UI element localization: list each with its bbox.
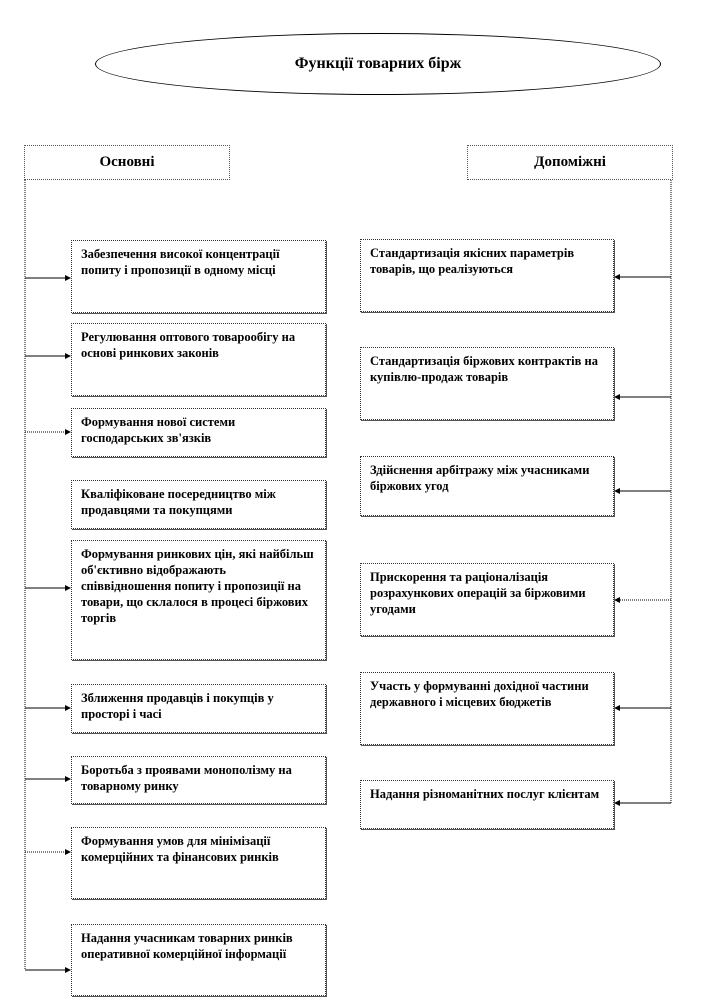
right-arrows [615, 277, 671, 803]
left-arrows [25, 278, 70, 970]
main-function-box: Формування ринкових цін, які найбільш об'єктивно відображають співвідношення попиту і пропозиції на товари, що склалося в процесі біржових торгів [71, 540, 326, 660]
main-function-box: Формування умов для мінімізації комерційних та фінансових ринків [71, 827, 326, 899]
main-function-box: Надання учасникам товарних ринків оперативної комерційної інформації [71, 924, 326, 996]
auxiliary-functions-header: Допоміжні [467, 145, 673, 180]
main-function-box: Боротьба з проявами монополізму на товарному ринку [71, 756, 326, 804]
main-function-box: Забезпечення високої концентрації попиту і пропозиції в одному місці [71, 240, 326, 313]
diagram-title: Функції товарних бірж [95, 33, 661, 95]
auxiliary-function-box: Участь у формуванні дохідної частини державного і місцевих бюджетів [360, 672, 614, 745]
main-function-box: Кваліфіковане посередництво між продавцями та покупцями [71, 480, 326, 529]
main-function-box: Зближення продавців і покупців у просторі і часі [71, 684, 326, 733]
auxiliary-function-box: Надання різноманітних послуг клієнтам [360, 780, 614, 829]
auxiliary-function-box: Стандартизація біржових контрактів на купівлю-продаж товарів [360, 347, 614, 420]
main-functions-header: Основні [24, 145, 230, 180]
main-function-box: Формування нової системи господарських зв'язків [71, 408, 326, 457]
auxiliary-function-box: Здійснення арбітражу між учасниками біржових угод [360, 456, 614, 516]
auxiliary-function-box: Прискорення та раціоналізація розрахункових операцій за біржовими угодами [360, 563, 614, 636]
auxiliary-function-box: Стандартизація якісних параметрів товарів, що реалізуються [360, 239, 614, 312]
main-function-box: Регулювання оптового товарообігу на основі ринкових законів [71, 323, 326, 396]
